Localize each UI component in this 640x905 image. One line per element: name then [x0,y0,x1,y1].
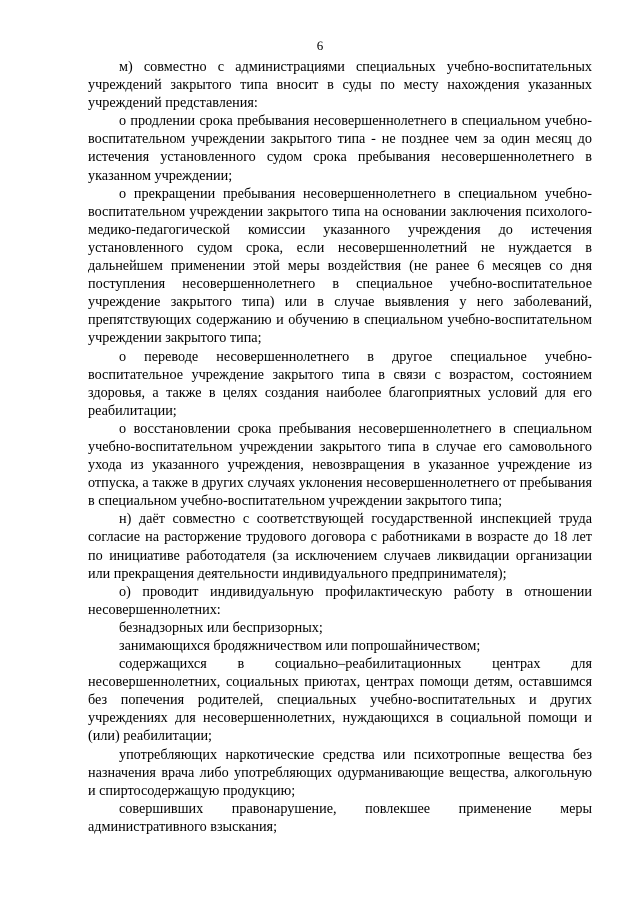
paragraph-restoration: о восстановлении срока пребывания несовершеннолетнего в специальном учебно-воспитательном учреждении закрытого типа в случае его самовольного ухода из указанного учреждения, невозвращения в указанное учреждение из отпуска, а также в других случаях уклонения несовершеннолетнего от пребывания в специальном учебно-воспитательном учреждении закрытого типа; [88,420,592,510]
list-item-vagrancy: занимающихся бродяжничеством или попрошайничеством; [119,638,481,654]
paragraph-m: м) совместно с администрациями специальных учебно-воспитательных учреждений закрытого типа вносит в суды по месту нахождения указанных учреждений представления: [88,59,592,112]
page-number: 6 [316,38,324,53]
list-item-offense: совершивших правонарушение, повлекшее применение меры административного взыскания; [88,800,592,835]
paragraph-o: о) проводит индивидуальную профилактическую работу в отношении несовершеннолетних: [88,583,592,618]
document-body [88,58,592,836]
list-item-substances: употребляющих наркотические средства или психотропные вещества без назначения врача либо употребляющих одурманивающие вещества, алкогольную и спиртосодержащую продукцию; [88,746,592,799]
paragraph-extension: о продлении срока пребывания несовершеннолетнего в специальном учебно-воспитательном учреждении закрытого типа - не позднее чем за один месяц до истечения установленного судом срока пребывания несовершеннолетнего в указанном учреждении; [88,113,592,184]
paragraph-transfer: о переводе несовершеннолетнего в другое специальное учебно-воспитательное учреждение закрытого типа в связи с возрастом, состоянием здоровья, а также в целях создания наиболее благоприятных условий для его реабилитации; [88,348,592,419]
list-item-centers: содержащихся в социально–реабилитационных центрах для несовершеннолетних, социальных приютах, центрах помощи детям, оставшимся без попечения родителей, специальных учебно-воспитательных и других учреждениях для несовершеннолетних, нуждающихся в социальной помощи и (или) реабилитации; [88,656,592,745]
paragraph-n: н) даёт совместно с соответствующей государственной инспекцией труда согласие на расторжение трудового договора с работниками в возрасте до 18 лет по инициативе работодателя (за исключением случаев ликвидации организации или прекращения деятельности индивидуального предпринимателя); [88,511,592,582]
paragraph-termination: о прекращении пребывания несовершеннолетнего в специальном учебно-воспитательном учреждении закрытого типа на основании заключения психолого-медико-педагогической комиссии указанного учреждения до истечения установленного судом срока, если несовершеннолетний не нуждается в дальнейшем применении этой меры воздействия (не ранее 6 месяцев со дня поступления несовершеннолетнего в специальное учебно-воспитательное учреждение закрытого типа) или в случае выявления у него заболеваний, препятствующих содержанию и обучению в специальном учебно-воспитательном учреждении закрытого типа; [88,185,592,347]
list-item-neglected: безнадзорных или беспризорных; [119,619,323,636]
